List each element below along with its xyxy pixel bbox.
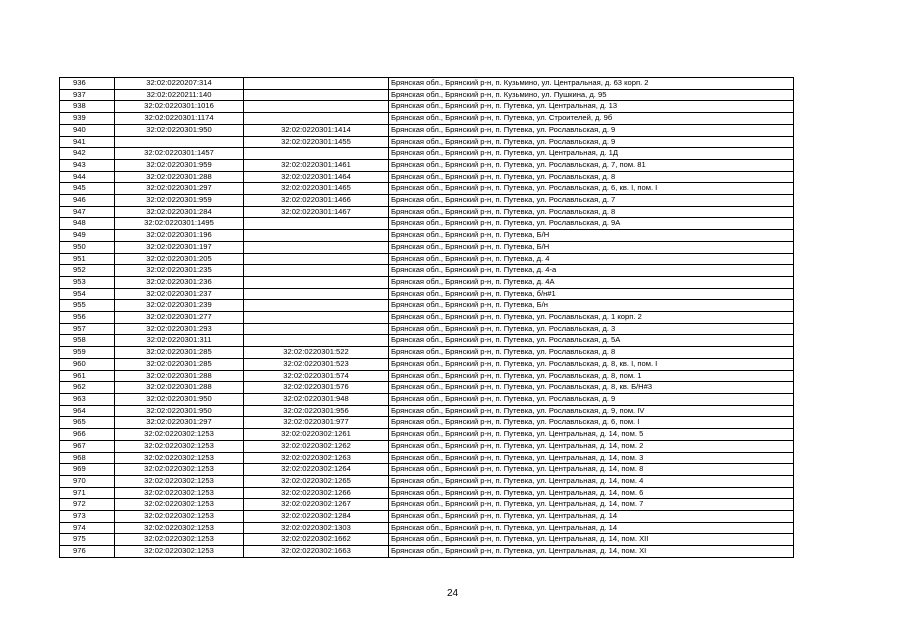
table-row [60,230,794,242]
parcel-number-cell: 32:02:0220301:1174 [115,113,244,125]
parcel-number-cell: 32:02:0220301:311 [115,335,244,347]
parcel-number-cell: 32:02:0220301:959 [115,159,244,171]
building-number-cell: 32:02:0220301:574 [244,370,389,382]
address-cell: Брянская обл., Брянский р-н, п. Путевка, ул. Рославльская, д. 8, пом. 1 [389,370,794,382]
row-number-cell: 942 [60,148,115,160]
parcel-number-cell: 32:02:0220211:140 [115,89,244,101]
table-row [60,475,794,487]
address-cell: Брянская обл., Брянский р-н, п. Кузьмино, ул. Пушкина, д. 95 [389,89,794,101]
building-number-cell: 32:02:0220302:1284 [244,511,389,523]
table-row [60,440,794,452]
address-cell: Брянская обл., Брянский р-н, п. Путевка, ул. Рославльская, д. 9, пом. IV [389,405,794,417]
table-row [60,464,794,476]
row-number-cell: 956 [60,312,115,324]
address-cell: Брянская обл., Брянский р-н, п. Путевка, ул. Центральная, д. 14, пом. 7 [389,499,794,511]
table-row [60,183,794,195]
table-row [60,312,794,324]
parcel-number-cell: 32:02:0220301:1016 [115,101,244,113]
building-number-cell: 32:02:0220301:956 [244,405,389,417]
building-number-cell [244,276,389,288]
building-number-cell [244,148,389,160]
table-row [60,253,794,265]
row-number-cell: 970 [60,475,115,487]
table-row [60,323,794,335]
address-cell: Брянская обл., Брянский р-н, п. Путевка, ул. Центральная, д. 14 [389,522,794,534]
building-number-cell [244,101,389,113]
table-row [60,370,794,382]
table-row [60,452,794,464]
row-number-cell: 944 [60,171,115,183]
parcel-number-cell: 32:02:0220302:1253 [115,546,244,558]
building-number-cell: 32:02:0220302:1262 [244,440,389,452]
parcel-number-cell: 32:02:0220301:285 [115,347,244,359]
table-row [60,265,794,277]
row-number-cell: 941 [60,136,115,148]
row-number-cell: 972 [60,499,115,511]
table-row [60,358,794,370]
building-number-cell [244,218,389,230]
row-number-cell: 954 [60,288,115,300]
parcel-number-cell: 32:02:0220301:950 [115,405,244,417]
row-number-cell: 936 [60,78,115,90]
row-number-cell: 971 [60,487,115,499]
table-row [60,241,794,253]
row-number-cell: 953 [60,276,115,288]
parcel-number-cell: 32:02:0220302:1253 [115,534,244,546]
address-cell: Брянская обл., Брянский р-н, п. Путевка, ул. Центральная, д. 1Д [389,148,794,160]
row-number-cell: 975 [60,534,115,546]
table-row [60,206,794,218]
table-row [60,148,794,160]
table-row [60,429,794,441]
address-cell: Брянская обл., Брянский р-н, п. Путевка, ул. Рославльская, д. 9 [389,136,794,148]
row-number-cell: 940 [60,124,115,136]
parcel-number-cell: 32:02:0220302:1253 [115,464,244,476]
parcel-number-cell: 32:02:0220301:293 [115,323,244,335]
row-number-cell: 952 [60,265,115,277]
table-row [60,487,794,499]
parcel-number-cell: 32:02:0220301:237 [115,288,244,300]
building-number-cell: 32:02:0220301:1466 [244,195,389,207]
building-number-cell: 32:02:0220301:1467 [244,206,389,218]
building-number-cell: 32:02:0220301:1464 [244,171,389,183]
row-number-cell: 937 [60,89,115,101]
address-cell: Брянская обл., Брянский р-н, п. Путевка, ул. Центральная, д. 14, пом. XII [389,534,794,546]
building-number-cell [244,265,389,277]
parcel-number-cell: 32:02:0220302:1253 [115,487,244,499]
table-row [60,300,794,312]
parcel-number-cell: 32:02:0220301:288 [115,171,244,183]
row-number-cell: 959 [60,347,115,359]
table-row [60,405,794,417]
row-number-cell: 957 [60,323,115,335]
parcel-number-cell: 32:02:0220302:1253 [115,522,244,534]
address-cell: Брянская обл., Брянский р-н, п. Путевка, ул. Центральная, д. 13 [389,101,794,113]
building-number-cell: 32:02:0220301:1455 [244,136,389,148]
building-number-cell [244,300,389,312]
address-cell: Брянская обл., Брянский р-н, п. Путевка, ул. Центральная, д. 14, пом. XI [389,546,794,558]
parcel-number-cell: 32:02:0220302:1253 [115,429,244,441]
table-row [60,511,794,523]
row-number-cell: 945 [60,183,115,195]
building-number-cell: 32:02:0220302:1662 [244,534,389,546]
address-cell: Брянская обл., Брянский р-н, п. Путевка, ул. Рославльская, д. 6, кв. I, пом. I [389,183,794,195]
table-body [60,78,794,558]
address-cell: Брянская обл., Брянский р-н, п. Путевка, Б/Н [389,241,794,253]
address-cell: Брянская обл., Брянский р-н, п. Путевка, ул. Рославльская, д. 8 [389,171,794,183]
address-cell: Брянская обл., Брянский р-н, п. Путевка, д. 4 [389,253,794,265]
address-cell: Брянская обл., Брянский р-н, п. Путевка, ул. Рославльская, д. 8, кв. I, пом. I [389,358,794,370]
row-number-cell: 964 [60,405,115,417]
table-row [60,546,794,558]
address-cell: Брянская обл., Брянский р-н, п. Путевка, ул. Рославльская, д. 9А [389,218,794,230]
row-number-cell: 974 [60,522,115,534]
row-number-cell: 958 [60,335,115,347]
building-number-cell: 32:02:0220301:522 [244,347,389,359]
table-row [60,101,794,113]
table-row [60,382,794,394]
row-number-cell: 965 [60,417,115,429]
address-cell: Брянская обл., Брянский р-н, п. Путевка, б/н#1 [389,288,794,300]
parcel-number-cell: 32:02:0220301:284 [115,206,244,218]
parcel-number-cell: 32:02:0220301:297 [115,417,244,429]
parcel-number-cell: 32:02:0220301:950 [115,124,244,136]
address-cell: Брянская обл., Брянский р-н, п. Путевка, ул. Рославльская, д. 1 корп. 2 [389,312,794,324]
table-row [60,288,794,300]
parcel-number-cell: 32:02:0220301:239 [115,300,244,312]
parcel-number-cell: 32:02:0220301:288 [115,382,244,394]
address-cell: Брянская обл., Брянский р-н, п. Путевка, ул. Центральная, д. 14, пом. 2 [389,440,794,452]
page-number: 24 [446,588,459,599]
parcel-number-cell: 32:02:0220301:288 [115,370,244,382]
table-row [60,89,794,101]
table-row [60,417,794,429]
address-cell: Брянская обл., Брянский р-н, п. Путевка, ул. Рославльская, д. 5А [389,335,794,347]
parcel-number-cell: 32:02:0220302:1253 [115,511,244,523]
row-number-cell: 951 [60,253,115,265]
row-number-cell: 955 [60,300,115,312]
row-number-cell: 973 [60,511,115,523]
address-cell: Брянская обл., Брянский р-н, п. Путевка, д. 4-а [389,265,794,277]
table-row [60,276,794,288]
building-number-cell [244,312,389,324]
row-number-cell: 966 [60,429,115,441]
table-row [60,393,794,405]
address-cell: Брянская обл., Брянский р-н, п. Путевка, ул. Рославльская, д. 6, пом. I [389,417,794,429]
row-number-cell: 960 [60,358,115,370]
row-number-cell: 969 [60,464,115,476]
parcel-number-cell: 32:02:0220301:236 [115,276,244,288]
building-number-cell [244,113,389,125]
building-number-cell: 32:02:0220301:523 [244,358,389,370]
table-row [60,347,794,359]
row-number-cell: 939 [60,113,115,125]
building-number-cell [244,335,389,347]
address-cell: Брянская обл., Брянский р-н, п. Путевка, ул. Рославльская, д. 9 [389,124,794,136]
building-number-cell: 32:02:0220301:948 [244,393,389,405]
building-number-cell: 32:02:0220302:1266 [244,487,389,499]
parcel-number-cell: 32:02:0220302:1253 [115,440,244,452]
row-number-cell: 967 [60,440,115,452]
parcel-number-cell: 32:02:0220302:1253 [115,452,244,464]
table-row [60,218,794,230]
address-cell: Брянская обл., Брянский р-н, п. Путевка, Б/Н [389,230,794,242]
row-number-cell: 962 [60,382,115,394]
address-cell: Брянская обл., Брянский р-н, п. Путевка, ул. Рославльская, д. 8 [389,347,794,359]
parcel-number-cell: 32:02:0220301:235 [115,265,244,277]
parcel-number-cell [115,136,244,148]
parcel-number-cell: 32:02:0220301:297 [115,183,244,195]
address-cell: Брянская обл., Брянский р-н, п. Путевка, ул. Центральная, д. 14 [389,511,794,523]
parcel-number-cell: 32:02:0220302:1253 [115,499,244,511]
building-number-cell: 32:02:0220302:1265 [244,475,389,487]
address-cell: Брянская обл., Брянский р-н, п. Путевка, ул. Рославльская, д. 8, кв. Б/Н#3 [389,382,794,394]
address-cell: Брянская обл., Брянский р-н, п. Путевка, ул. Центральная, д. 14, пом. 4 [389,475,794,487]
row-number-cell: 950 [60,241,115,253]
row-number-cell: 976 [60,546,115,558]
parcel-number-cell: 32:02:0220301:1495 [115,218,244,230]
building-number-cell: 32:02:0220301:977 [244,417,389,429]
building-number-cell: 32:02:0220301:1465 [244,183,389,195]
address-cell: Брянская обл., Брянский р-н, п. Путевка, ул. Рославльская, д. 7 [389,195,794,207]
row-number-cell: 946 [60,195,115,207]
row-number-cell: 943 [60,159,115,171]
table-row [60,78,794,90]
table-row [60,136,794,148]
address-cell: Брянская обл., Брянский р-н, п. Путевка, ул. Центральная, д. 14, пом. 3 [389,452,794,464]
address-cell: Брянская обл., Брянский р-н, п. Кузьмино, ул. Центральная, д. 63 корп. 2 [389,78,794,90]
table-row [60,522,794,534]
building-number-cell: 32:02:0220301:576 [244,382,389,394]
building-number-cell: 32:02:0220302:1264 [244,464,389,476]
building-number-cell [244,241,389,253]
address-cell: Брянская обл., Брянский р-н, п. Путевка, Б/н [389,300,794,312]
address-cell: Брянская обл., Брянский р-н, п. Путевка, ул. Рославльская, д. 3 [389,323,794,335]
parcel-number-cell: 32:02:0220301:285 [115,358,244,370]
address-cell: Брянская обл., Брянский р-н, п. Путевка, ул. Рославльская, д. 9 [389,393,794,405]
building-number-cell: 32:02:0220301:1414 [244,124,389,136]
table-row [60,124,794,136]
building-number-cell [244,288,389,300]
parcel-number-cell: 32:02:0220302:1253 [115,475,244,487]
table-row [60,159,794,171]
address-cell: Брянская обл., Брянский р-н, п. Путевка, ул. Рославльская, д. 7, пом. 81 [389,159,794,171]
parcel-number-cell: 32:02:0220301:950 [115,393,244,405]
row-number-cell: 968 [60,452,115,464]
row-number-cell: 948 [60,218,115,230]
row-number-cell: 938 [60,101,115,113]
row-number-cell: 961 [60,370,115,382]
parcel-number-cell: 32:02:0220301:196 [115,230,244,242]
table-row [60,499,794,511]
row-number-cell: 949 [60,230,115,242]
building-number-cell: 32:02:0220302:1303 [244,522,389,534]
building-number-cell: 32:02:0220302:1263 [244,452,389,464]
building-number-cell [244,78,389,90]
address-cell: Брянская обл., Брянский р-н, п. Путевка, ул. Строителей, д. 9б [389,113,794,125]
table-row [60,171,794,183]
building-number-cell [244,253,389,265]
building-number-cell [244,89,389,101]
address-cell: Брянская обл., Брянский р-н, п. Путевка, д. 4А [389,276,794,288]
parcel-number-cell: 32:02:0220301:197 [115,241,244,253]
building-number-cell: 32:02:0220302:1261 [244,429,389,441]
table-row [60,113,794,125]
building-number-cell [244,323,389,335]
parcel-number-cell: 32:02:0220207:314 [115,78,244,90]
table-row [60,335,794,347]
building-number-cell [244,230,389,242]
building-number-cell: 32:02:0220302:1267 [244,499,389,511]
row-number-cell: 947 [60,206,115,218]
parcel-number-cell: 32:02:0220301:1457 [115,148,244,160]
parcel-number-cell: 32:02:0220301:205 [115,253,244,265]
table-row [60,195,794,207]
parcel-number-cell: 32:02:0220301:959 [115,195,244,207]
table-row [60,534,794,546]
address-cell: Брянская обл., Брянский р-н, п. Путевка, ул. Центральная, д. 14, пом. 8 [389,464,794,476]
parcel-number-cell: 32:02:0220301:277 [115,312,244,324]
cadastral-table [59,77,794,558]
building-number-cell: 32:02:0220301:1461 [244,159,389,171]
address-cell: Брянская обл., Брянский р-н, п. Путевка, ул. Рославльская, д. 8 [389,206,794,218]
address-cell: Брянская обл., Брянский р-н, п. Путевка, ул. Центральная, д. 14, пом. 6 [389,487,794,499]
building-number-cell: 32:02:0220302:1663 [244,546,389,558]
row-number-cell: 963 [60,393,115,405]
address-cell: Брянская обл., Брянский р-н, п. Путевка, ул. Центральная, д. 14, пом. 5 [389,429,794,441]
